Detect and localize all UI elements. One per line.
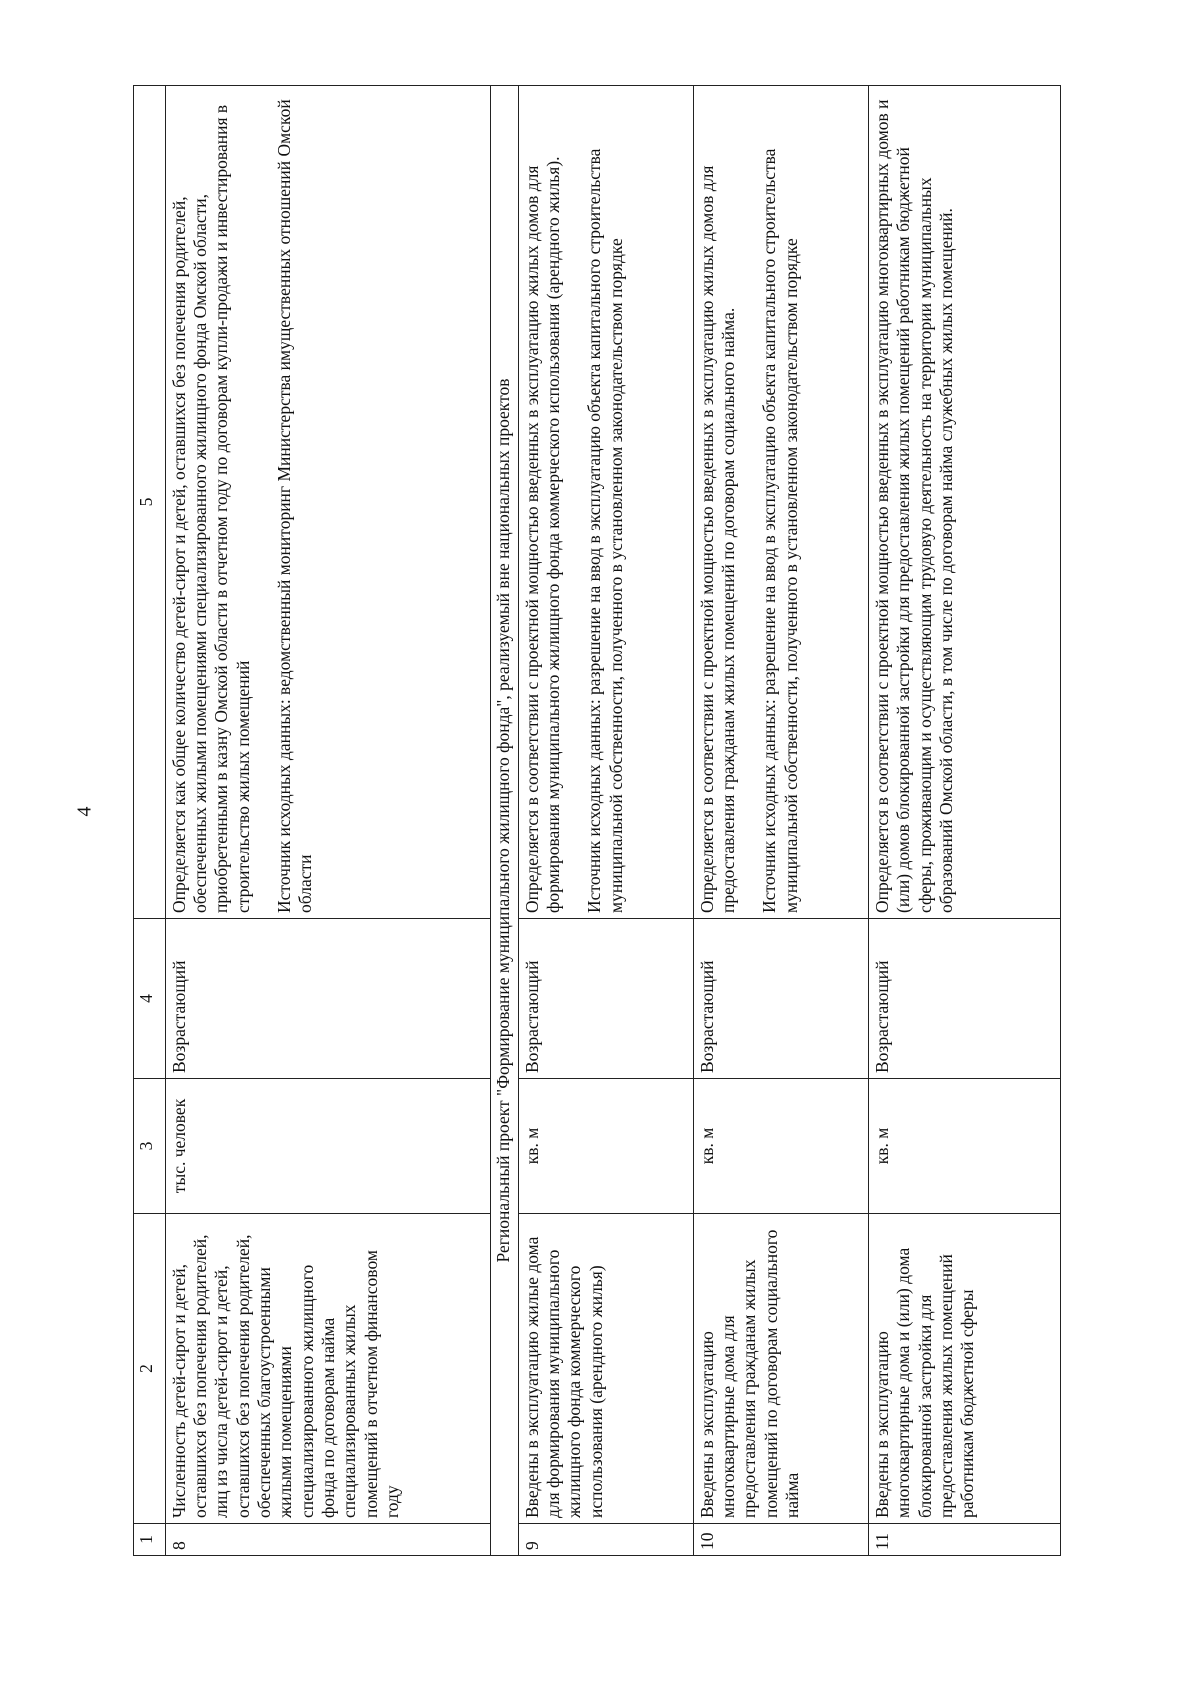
indicators-table bbox=[133, 85, 1061, 1556]
trend: Возрастающий bbox=[693, 919, 868, 1079]
header-col-2: 2 bbox=[134, 1214, 166, 1524]
trend: Возрастающий bbox=[868, 919, 1060, 1079]
section-row bbox=[490, 86, 518, 1556]
header-col-1: 1 bbox=[134, 1524, 166, 1556]
section-title: Региональный проект "Формирование муниципального жилищного фонда", реализуемый вне национальных проектов bbox=[490, 86, 518, 1556]
header-col-3: 3 bbox=[134, 1079, 166, 1214]
row-number: 9 bbox=[518, 1524, 693, 1556]
header-col-5: 5 bbox=[134, 86, 166, 919]
method-text: Определяется как общее количество детей-сирот и детей, оставшихся без попечения родителей, обеспеченных жилыми помещениями специализированного жилищного фонда Омской области, приобретенными в казну Омской области в отчетном году по договорам купли-продажи и инвестирования в строительство жилых помещений bbox=[168, 104, 253, 913]
rotated-table-wrapper bbox=[133, 86, 1061, 1556]
unit: кв. м bbox=[693, 1079, 868, 1214]
method-text: Определяется в соответствии с проектной мощностью введенных в эксплуатацию жилых домов для предоставления гражданам жилых помещений по договорам социального найма. bbox=[696, 165, 739, 913]
unit: кв. м bbox=[868, 1079, 1060, 1214]
trend: Возрастающий bbox=[165, 919, 490, 1079]
row-number: 10 bbox=[693, 1524, 868, 1556]
header-col-4: 4 bbox=[134, 919, 166, 1079]
indicator-name: Численность детей-сирот и детей, оставшихся без попечения родителей, лиц из числа детей-сирот и детей, оставшихся без попечения родителей, обеспеченных благоустроенными жилыми помещениями специализированного жилищного фонда по договорам найма специализированных жилых помещений в отчетном финансовом году bbox=[165, 1214, 490, 1524]
method-cell bbox=[165, 86, 490, 919]
page-number: 4 bbox=[73, 806, 96, 817]
indicator-name: Введены в эксплуатацию многоквартирные дома для предоставления гражданам жилых помещений по договорам социального найма bbox=[693, 1214, 868, 1524]
table-row bbox=[693, 86, 868, 1556]
indicator-name: Введены в эксплуатацию жилые дома для формирования муниципального жилищного фонда коммерческого использования (арендного жилья) bbox=[518, 1214, 693, 1524]
trend: Возрастающий bbox=[518, 919, 693, 1079]
unit: тыс. человек bbox=[165, 1079, 490, 1214]
method-text: Определяется в соответствии с проектной мощностью введенных в эксплуатацию многоквартирных домов и (или) домов блокированной застройки для предоставления жилых помещений работникам бюджетной сферы, проживающим и осуществляющим трудовую деятельность на территории муниципальных образований Омской области, в том числе по договорам найма служебных жилых помещений. bbox=[871, 99, 956, 913]
method-cell bbox=[518, 86, 693, 919]
table-row bbox=[518, 86, 693, 1556]
method-cell bbox=[868, 86, 1060, 919]
header-row bbox=[134, 86, 166, 1556]
table-row bbox=[165, 86, 490, 1556]
row-number: 11 bbox=[868, 1524, 1060, 1556]
source-text: Источник исходных данных: ведомственный мониторинг Министерства имущественных отношений Омской области bbox=[274, 99, 316, 913]
row-number: 8 bbox=[165, 1524, 490, 1556]
indicator-name: Введены в эксплуатацию многоквартирные дома и (или) дома блокированной застройки для предоставления жилых помещений работникам бюджетной сферы bbox=[868, 1214, 1060, 1524]
method-text: Определяется в соответствии с проектной мощностью введенных в эксплуатацию жилых домов для формирования муниципального жилищного фонда коммерческого использования (арендного жилья). bbox=[521, 156, 563, 913]
source-text: Источник исходных данных: разрешение на ввод в эксплуатацию объекта капитального строительства муниципальной собственности, полученного в установленном законодательством порядке bbox=[759, 148, 801, 913]
source-text: Источник исходных данных: разрешение на ввод в эксплуатацию объекта капитального строительства муниципальной собственности, полученного в установленном законодательством порядке bbox=[584, 148, 626, 913]
method-cell bbox=[693, 86, 868, 919]
unit: кв. м bbox=[518, 1079, 693, 1214]
table-row bbox=[868, 86, 1060, 1556]
